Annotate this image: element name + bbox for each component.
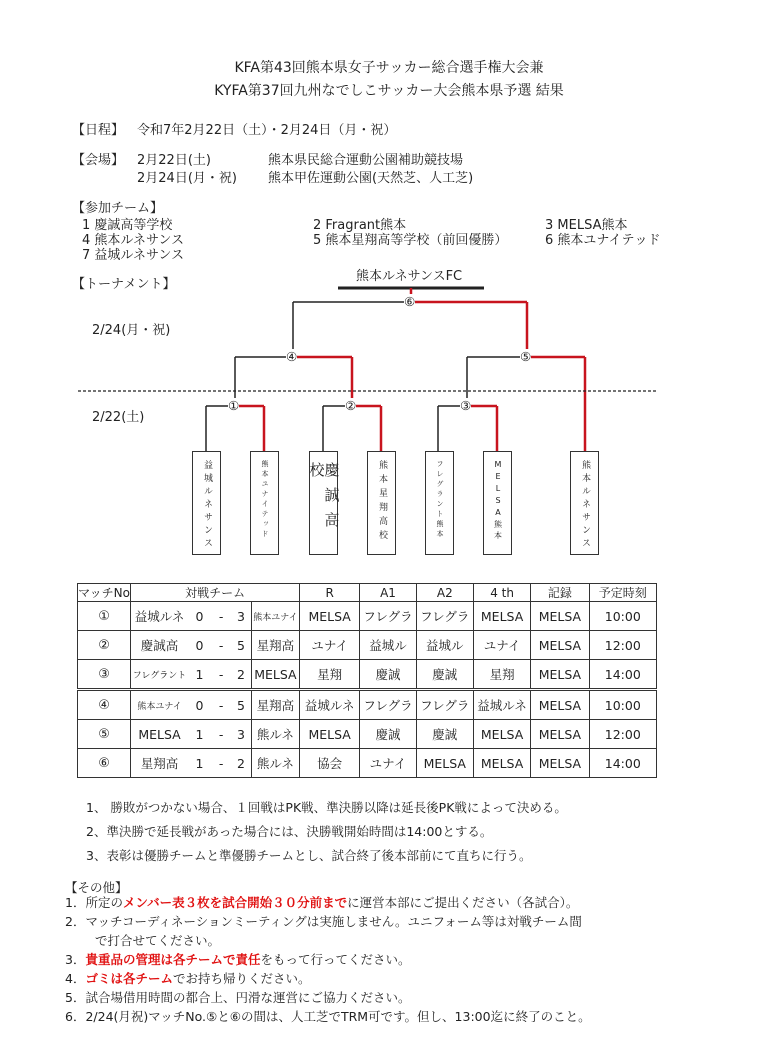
row-home: 星翔高 (131, 749, 188, 778)
row-dash: - (211, 602, 231, 631)
slot-label: フレグラント熊本 (436, 460, 444, 540)
row-home-score: 0 (188, 602, 211, 631)
slot-label: 益城ルネサンス (202, 460, 212, 551)
date-final: 2/24(月・祝) (92, 323, 171, 338)
row-r: ユナイ (300, 631, 360, 660)
row-fourth: 益城ルネ (473, 690, 530, 720)
row-away-score: 2 (231, 660, 251, 690)
teams-label: 【参加チーム】 (72, 201, 164, 216)
match-mark-3: ③ (460, 398, 472, 413)
row-a1: 慶誠 (360, 720, 416, 749)
row-home-score: 1 (188, 660, 211, 690)
results-table (77, 583, 657, 778)
row-a2: MELSA (416, 749, 473, 778)
others-note-1 (65, 893, 578, 911)
header-match-no: マッチNo (78, 584, 131, 602)
team-4: 4 熊本ルネサンス (82, 233, 184, 248)
row-time: 14:00 (589, 660, 656, 690)
schedule-value: 令和7年2月22日（土）・2月24日（月・祝） (137, 123, 397, 138)
row-a2: 益城ル (416, 631, 473, 660)
row-record: MELSA (531, 602, 589, 631)
row-a1: フレグラ (360, 602, 416, 631)
row-home: フレグラント (131, 660, 188, 690)
row-away: MELSA (251, 660, 299, 690)
note-text: 3． (65, 952, 86, 967)
note-text: に運営本部にご提出ください（各試合）。 (347, 895, 579, 910)
row-record: MELSA (531, 660, 589, 690)
tournament-label: 【トーナメント】 (72, 277, 176, 292)
others-label: 【その他】 (65, 880, 128, 895)
others-note-3 (65, 950, 410, 968)
team-6: 6 熊本ユナイテッド (545, 233, 661, 248)
team-5: 5 熊本星翔高等学校（前回優勝） (313, 233, 508, 248)
team-1: 1 慶誠高等学校 (82, 218, 173, 233)
slot-label: 熊本ルネサンス (580, 460, 590, 551)
match-mark-6: ⑥ (404, 294, 416, 309)
others-note-4 (65, 969, 310, 987)
header-time: 予定時刻 (589, 584, 656, 602)
row-a2: フレグラ (416, 602, 473, 631)
date-first: 2/22(土) (92, 410, 145, 425)
row-fourth: MELSA (473, 720, 530, 749)
slot-label: 熊本ユナイテッド (261, 460, 269, 540)
row-fourth: ユナイ (473, 631, 530, 660)
table-row (78, 631, 657, 660)
row-a2: 慶誠 (416, 720, 473, 749)
venue-place-1: 熊本県民総合運動公園補助競技場 (268, 153, 464, 168)
note-emphasis: メンバー表３枚を試合開始３０分前まで (122, 895, 348, 910)
note-emphasis: 貴重品の管理は各チームで責任 (85, 952, 261, 967)
slot-mashiki (192, 451, 221, 555)
slot-melsa (483, 451, 512, 555)
team-3: 3 MELSA熊本 (545, 218, 628, 233)
others-note-2b: で打合せてください。 (95, 933, 221, 948)
row-home-score: 1 (188, 749, 211, 778)
rule-3: 3、表彰は優勝チームと準優勝チームとし、試合終了後本部前にて直ちに行う。 (86, 848, 532, 863)
slot-seisho (367, 451, 396, 555)
row-away-score: 5 (231, 690, 251, 720)
slot-kumamoto-renaissance (570, 451, 599, 555)
venue-date-2: 2月24日(月・祝) (137, 171, 237, 186)
match-mark-4: ④ (286, 349, 298, 364)
rule-1: 1、 勝敗がつかない場合、１回戦はPK戦、準決勝以降は延長後PK戦によって決める。 (86, 800, 567, 815)
others-note-5: 5．試合場借用時間の都合上、円滑な運営にご協力ください。 (65, 990, 411, 1005)
row-away: 熊ルネ (251, 749, 299, 778)
row-no: ② (78, 631, 131, 660)
row-r: MELSA (300, 602, 360, 631)
row-time: 12:00 (589, 631, 656, 660)
row-fourth: 星翔 (473, 660, 530, 690)
row-no: ⑥ (78, 749, 131, 778)
row-no: ① (78, 602, 131, 631)
row-record: MELSA (531, 720, 589, 749)
row-away-score: 3 (231, 602, 251, 631)
match-mark-5: ⑤ (520, 349, 532, 364)
note-emphasis: ゴミは各チーム (85, 971, 173, 986)
title-line-1: KFA第43回熊本県女子サッカー総合選手権大会兼 (234, 60, 544, 76)
row-record: MELSA (531, 631, 589, 660)
row-home: 慶誠高 (131, 631, 188, 660)
header-a2: A2 (416, 584, 473, 602)
row-away: 熊ルネ (251, 720, 299, 749)
venue-date-1: 2月22日(土) (137, 153, 211, 168)
row-a2: 慶誠 (416, 660, 473, 690)
row-away: 熊本ユナイ (251, 602, 299, 631)
slot-label: MELSA熊本 (493, 460, 503, 542)
row-dash: - (211, 720, 231, 749)
note-text: 4． (65, 971, 86, 986)
venue-place-2: 熊本甲佐運動公園(天然芝、人工芝) (268, 171, 474, 186)
row-fourth: MELSA (473, 602, 530, 631)
row-home: 熊本ユナイ (131, 690, 188, 720)
row-away-score: 5 (231, 631, 251, 660)
table-row (78, 690, 657, 720)
row-home-score: 1 (188, 720, 211, 749)
row-time: 12:00 (589, 720, 656, 749)
table-row (78, 602, 657, 631)
row-time: 10:00 (589, 690, 656, 720)
header-r: R (300, 584, 360, 602)
schedule-label: 【日程】 (72, 123, 125, 138)
row-dash: - (211, 631, 231, 660)
row-away: 星翔高 (251, 690, 299, 720)
header-fourth: 4 th (473, 584, 530, 602)
row-no: ③ (78, 660, 131, 690)
row-r: MELSA (300, 720, 360, 749)
rule-2: 2、準決勝で延長戦があった場合には、決勝戦開始時間は14:00とする。 (86, 824, 493, 839)
row-r: 益城ルネ (300, 690, 360, 720)
row-record: MELSA (531, 749, 589, 778)
team-2: 2 Fragrant熊本 (313, 218, 407, 233)
row-no: ⑤ (78, 720, 131, 749)
title-line-2: KYFA第37回九州なでしこサッカー大会熊本県予選 結果 (214, 83, 564, 99)
table-row (78, 749, 657, 778)
row-r: 協会 (300, 749, 360, 778)
table-row (78, 660, 657, 690)
row-away-score: 3 (231, 720, 251, 749)
header-record: 記録 (531, 584, 589, 602)
results-header-row (78, 584, 657, 602)
team-7: 7 益城ルネサンス (82, 248, 184, 263)
header-a1: A1 (360, 584, 416, 602)
slot-keisei (307, 451, 341, 555)
row-a1: 慶誠 (360, 660, 416, 690)
row-record: MELSA (531, 690, 589, 720)
slot-fragrant (425, 451, 454, 555)
header-teams: 対戦チーム (131, 584, 300, 602)
row-a1: 益城ル (360, 631, 416, 660)
others-note-6: 6．2/24(月祝)マッチNo.⑤と⑥の間は、人工芝でTRM可です。但し、13:00迄に終了のこと。 (65, 1009, 591, 1024)
row-fourth: MELSA (473, 749, 530, 778)
row-home: 益城ルネ (131, 602, 188, 631)
slot-kumamoto-united (250, 451, 279, 555)
table-row (78, 720, 657, 749)
slot-label: 熊本星翔高校 (377, 460, 387, 544)
venue-label: 【会場】 (72, 153, 125, 168)
row-dash: - (211, 660, 231, 690)
row-a1: フレグラ (360, 690, 416, 720)
row-home-score: 0 (188, 690, 211, 720)
row-time: 14:00 (589, 749, 656, 778)
row-dash: - (211, 749, 231, 778)
row-away-score: 2 (231, 749, 251, 778)
row-no: ④ (78, 690, 131, 720)
row-home: MELSA (131, 720, 188, 749)
row-r: 星翔 (300, 660, 360, 690)
others-note-2a: 2．マッチコーディネーションミーティングは実施しません。ユニフォーム等は対戦チーム間 (65, 914, 582, 929)
note-text: をもって行ってください。 (260, 952, 411, 967)
note-text: でお持ち帰りください。 (172, 971, 311, 986)
slot-label: 慶誠高校 (307, 462, 341, 537)
row-time: 10:00 (589, 602, 656, 631)
row-a1: ユナイ (360, 749, 416, 778)
match-mark-1: ① (228, 398, 240, 413)
row-home-score: 0 (188, 631, 211, 660)
match-mark-2: ② (345, 398, 357, 413)
note-text: 1．所定の (65, 895, 123, 910)
champion-name: 熊本ルネサンスFC (356, 269, 463, 284)
row-away: 星翔高 (251, 631, 299, 660)
row-dash: - (211, 690, 231, 720)
row-a2: フレグラ (416, 690, 473, 720)
